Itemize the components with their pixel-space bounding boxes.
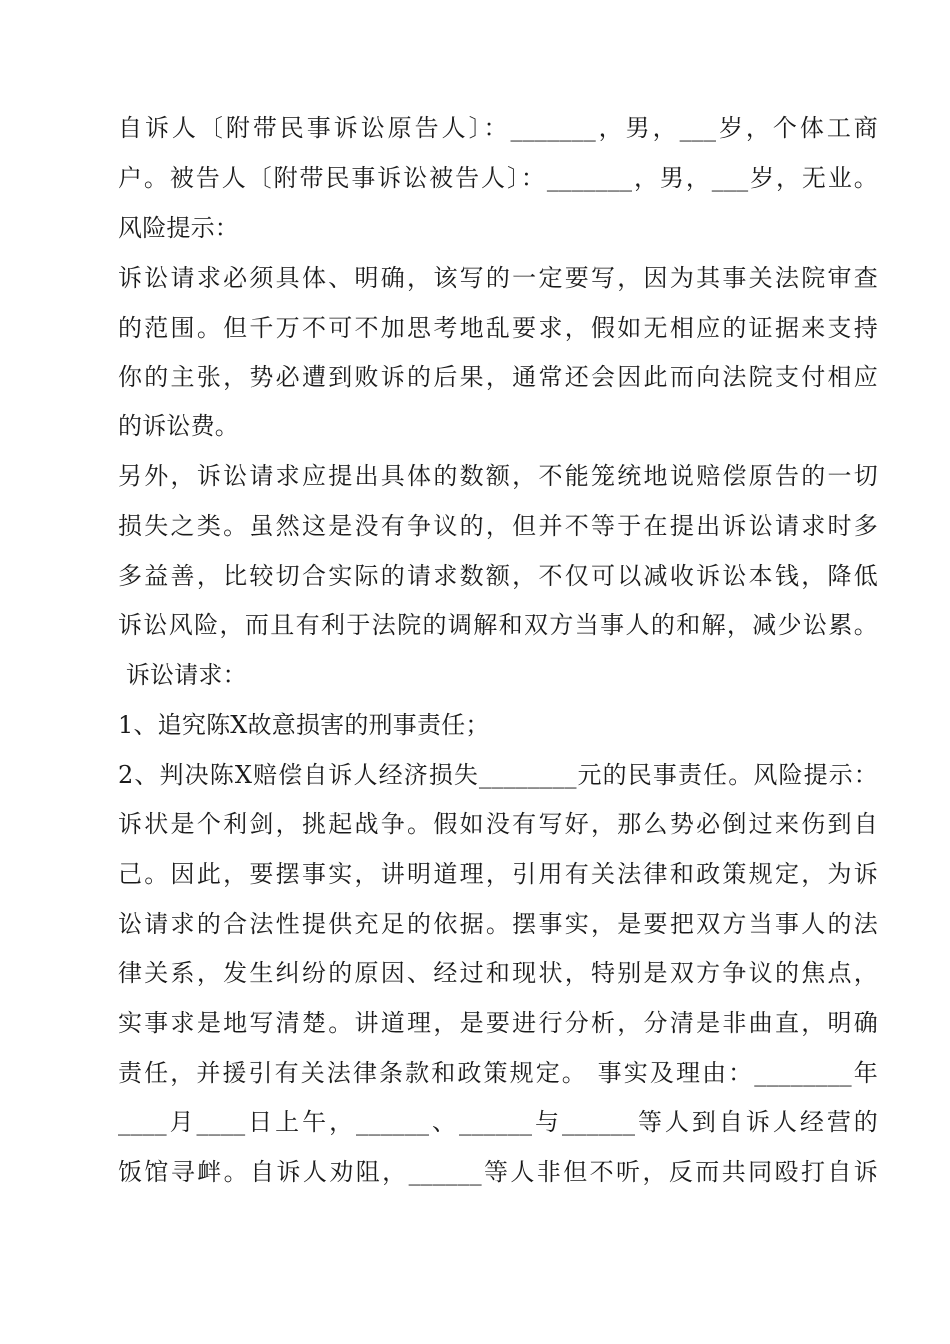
text-line: 多益善，比较切合实际的请求数额，不仅可以减收诉讼本钱，降低	[118, 562, 878, 590]
text-line: 的范围。但千万不可不加思考地乱要求，假如无相应的证据来支持	[118, 314, 878, 342]
text-line: 自诉人〔附带民事诉讼原告人〕：_______，男，___岁，个体工商	[118, 114, 878, 142]
text-line: 2、判决陈X赔偿自诉人经济损失________元的民事责任。风险提示：	[118, 761, 878, 789]
text-line: 饭馆寻衅。自诉人劝阻，______等人非但不听，反而共同殴打自诉	[118, 1158, 878, 1186]
text-line: 的诉讼费。	[118, 412, 239, 440]
text-line: 诉讼请求必须具体、明确，该写的一定要写，因为其事关法院审查	[118, 264, 878, 292]
text-line: 诉讼风险，而且有利于法院的调解和双方当事人的和解，减少讼累。	[118, 611, 878, 639]
section-heading: 诉讼请求：	[118, 661, 247, 689]
text-line: 另外，诉讼请求应提出具体的数额，不能笼统地说赔偿原告的一切	[118, 462, 878, 490]
text-line: 责任，并援引有关法律条款和政策规定。 事实及理由：________年	[118, 1059, 878, 1087]
text-line: 1、追究陈X故意损害的刑事责任；	[118, 711, 490, 739]
text-line: 律关系，发生纠纷的原因、经过和现状，特别是双方争议的焦点，	[118, 959, 878, 987]
text-line: 诉状是个利剑，挑起战争。假如没有写好，那么势必倒过来伤到自	[118, 810, 878, 838]
text-line: 损失之类。虽然这是没有争议的，但并不等于在提出诉讼请求时多	[118, 512, 878, 540]
text-line: 己。因此，要摆事实，讲明道理，引用有关法律和政策规定，为诉	[118, 860, 878, 888]
text-line: 户。被告人〔附带民事诉讼被告人〕：_______，男，___岁，无业。	[118, 164, 878, 192]
text-line: 你的主张，势必遭到败诉的后果，通常还会因此而向法院支付相应	[118, 363, 878, 391]
text-line: 风险提示：	[118, 214, 239, 242]
text-line: 实事求是地写清楚。讲道理，是要进行分析，分清是非曲直，明确	[118, 1009, 878, 1037]
text-line: 讼请求的合法性提供充足的依据。摆事实，是要把双方当事人的法	[118, 910, 878, 938]
text-line: ____月____日上午，______、______与______等人到自诉人经营的	[118, 1108, 878, 1136]
